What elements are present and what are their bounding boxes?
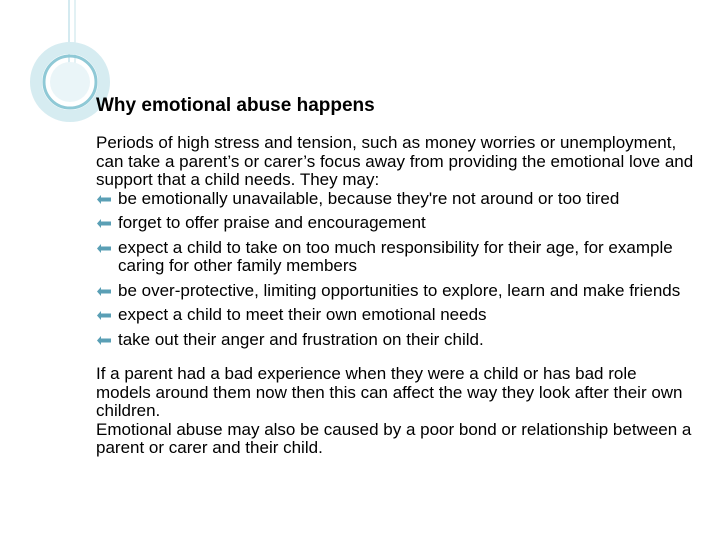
slide-content: [96, 94, 696, 458]
bullet-text: expect a child to meet their own emotional needs: [118, 305, 487, 324]
bullet-text: be over-protective, limiting opportunities to explore, learn and make friends: [118, 280, 681, 300]
bullet-icon: [96, 243, 112, 254]
list-item: [96, 214, 696, 233]
bullet-icon: [96, 286, 112, 297]
list-item: [96, 306, 696, 325]
list-item: [96, 239, 696, 276]
closing-paragraph: If a parent had a bad experience when they were a child or has bad role models around them now then this can affect the way they look after their own children.: [96, 364, 683, 420]
bullet-icon: [96, 218, 112, 229]
list-item: [96, 190, 696, 209]
bullet-text: forget to offer praise and encouragement: [118, 213, 426, 232]
bullet-text: take out their anger and frustration on their child.: [118, 329, 484, 349]
bullet-icon: [96, 310, 112, 321]
bullet-icon: [96, 335, 112, 346]
list-item: [96, 282, 696, 301]
spacer: [96, 349, 696, 365]
bullet-text: be emotionally unavailable, because they're not around or too tired: [118, 188, 620, 208]
list-item: [96, 331, 696, 350]
closing-paragraph-2: Emotional abuse may also be caused by a poor bond or relationship between a parent or carer and their child.: [96, 419, 692, 457]
bullet-icon: [96, 194, 112, 205]
intro-paragraph: Periods of high stress and tension, such as money worries or unemployment, can take a parent’s or carer’s focus away from providing the emotional love and support that a child needs. They may:: [96, 133, 694, 189]
bullet-text: expect a child to take on too much responsibility for their age, for example caring for other family members: [118, 237, 673, 275]
bullet-list: [96, 190, 696, 350]
slide-title: Why emotional abuse happens: [96, 95, 375, 116]
